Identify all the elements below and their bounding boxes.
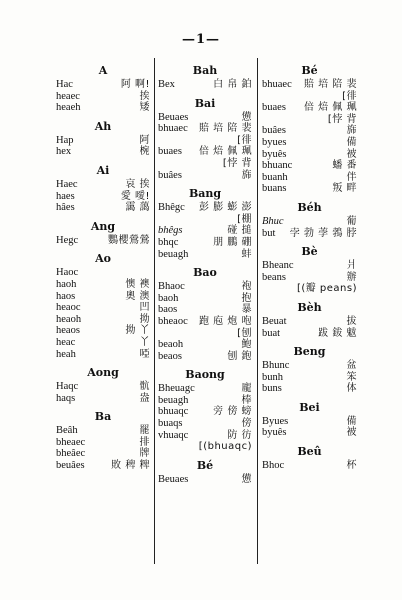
entry-continuation (158, 214, 252, 226)
chinese-characters: 哀 挨 (125, 178, 150, 190)
section-heading: Béh (297, 200, 322, 214)
chinese-characters: 龐 (241, 383, 252, 395)
romanization: Haoc (56, 267, 79, 279)
chinese-characters: 憊 (241, 473, 252, 485)
dictionary-entry (56, 202, 150, 214)
dictionary-entry (158, 225, 252, 237)
column-rule-right (257, 58, 258, 564)
romanization: vhuaqc (158, 429, 189, 441)
chinese-characters: 旁 傍 螃 (213, 406, 252, 418)
section-heading: Ang (90, 219, 116, 233)
romanization: bheaec (56, 436, 86, 448)
dictionary-column-2 (158, 58, 252, 485)
dictionary-entry (262, 416, 357, 428)
section-heading: Ba (94, 410, 112, 424)
romanization: Beâh (56, 425, 78, 437)
chinese-characters: 啞 (139, 348, 150, 360)
chinese-characters: 鮑 (241, 339, 252, 351)
chinese-characters: 碰 搥 (227, 225, 252, 237)
chinese-characters: 牌 (139, 448, 150, 460)
dictionary-entry (56, 325, 150, 337)
romanization: but (262, 227, 276, 239)
dictionary-entry (262, 272, 357, 284)
chinese-characters: 倍 焙 佩 珮 (198, 146, 252, 158)
dictionary-entry (262, 427, 357, 439)
romanization: haes (56, 190, 75, 202)
dictionary-entry (56, 437, 150, 449)
chinese-characters: 靄 藹 (125, 202, 150, 214)
chinese-characters: 蟠 番 (332, 160, 357, 172)
chinese-characters: 暴 (241, 304, 252, 316)
section-heading: Bè (301, 245, 318, 259)
romanization: beuagh (158, 248, 189, 260)
romanization: baoh (158, 292, 179, 304)
dictionary-entry (56, 267, 150, 279)
dictionary-entry (56, 448, 150, 460)
dictionary-entry (56, 79, 150, 91)
dictionary-entry (158, 406, 252, 418)
chinese-characters: 旆 (346, 125, 357, 137)
dictionary-entry (158, 123, 252, 135)
chinese-characters: 傍 (241, 418, 252, 430)
chinese-characters: 孛 勃 荸 鵓 脖 (289, 227, 357, 239)
dictionary-entry (262, 160, 357, 172)
chinese-characters: 罷 (139, 425, 150, 437)
romanization: bhuaec (158, 123, 188, 135)
romanization: baos (158, 304, 178, 316)
chinese-characters: 袍 (241, 281, 252, 293)
dictionary-column-3 (262, 58, 357, 472)
chinese-characters: 防 彷 (227, 429, 252, 441)
romanization: heac (56, 336, 76, 348)
continuation-text: [(bhuaqc) (198, 441, 252, 453)
dictionary-entry (56, 191, 150, 203)
romanization: buat (262, 327, 281, 339)
chinese-characters: 阿 啊! (120, 79, 150, 90)
section-heading: Bé (196, 458, 214, 472)
chinese-characters: 跑 庖 炮 咆 (198, 315, 252, 327)
romanization: bhqc (158, 236, 179, 248)
continuation-text: [(瓣 peans) (296, 283, 357, 295)
chinese-characters: 彭 膨 蟛 澎 (198, 202, 252, 214)
dictionary-entry (56, 279, 150, 291)
dictionary-entry (56, 291, 150, 303)
romanization: Haqc (56, 381, 79, 393)
dictionary-entry (158, 430, 252, 442)
romanization: heaoc (56, 302, 81, 314)
chinese-characters: 跋 鈸 魃 (318, 327, 357, 339)
dictionary-entry (262, 260, 357, 272)
chinese-characters: 骯 (139, 381, 150, 393)
romanization: hex (56, 146, 72, 158)
column-rule-left (154, 58, 155, 564)
chinese-characters: 旆 (241, 169, 252, 181)
chinese-characters: 盆 (346, 360, 357, 372)
romanization: bheâec (56, 448, 86, 460)
chinese-characters: 矮 (139, 102, 150, 114)
dictionary-entry (158, 304, 252, 316)
romanization: heah (56, 348, 76, 360)
romanization: Byues (262, 415, 289, 427)
chinese-characters: 排 (139, 436, 150, 448)
entry-continuation (158, 135, 252, 147)
dictionary-entry (262, 172, 357, 184)
chinese-characters: 被 (346, 148, 357, 160)
dictionary-entry (158, 249, 252, 261)
chinese-characters: 憊 (241, 111, 252, 123)
dictionary-entry (262, 149, 357, 161)
dictionary-entry (158, 293, 252, 305)
romanization: buaes (158, 146, 182, 158)
section-heading: Beng (293, 345, 326, 359)
dictionary-entry (56, 314, 150, 326)
entry-continuation (262, 114, 357, 126)
dictionary-entry (56, 337, 150, 349)
chinese-characters: 盎 (139, 392, 150, 404)
romanization: heaec (56, 90, 80, 102)
dictionary-entry (158, 281, 252, 293)
romanization: Hac (56, 79, 73, 90)
chinese-characters: 刨 鉋 (227, 350, 252, 362)
romanization: bhuanc (262, 160, 293, 172)
section-heading: Beû (297, 445, 322, 459)
romanization: byuês (262, 427, 287, 439)
chinese-characters: 朋 鵬 硼 (213, 236, 252, 248)
romanization: bheaoc (158, 315, 188, 327)
chinese-characters: 倍 焙 佩 珮 (303, 102, 357, 114)
entry-continuation (158, 328, 252, 340)
dictionary-entry (262, 79, 357, 91)
chinese-characters: 抱 (241, 292, 252, 304)
section-heading: Baong (185, 368, 225, 382)
romanization: beans (262, 271, 286, 283)
dictionary-entry (56, 381, 150, 393)
chinese-characters: 叛 畔 (332, 183, 357, 195)
romanization: bhêgs (158, 225, 183, 237)
dictionary-entry (262, 102, 357, 114)
continuation-text: [棚 (237, 213, 252, 225)
romanization: buans (262, 183, 287, 195)
romanization: beuagh (158, 394, 189, 406)
romanization: beaos (158, 350, 182, 362)
dictionary-entry (158, 237, 252, 249)
chinese-characters: 蚌 (241, 248, 252, 260)
dictionary-entry (262, 372, 357, 384)
section-heading: A (98, 64, 108, 77)
dictionary-entry (158, 351, 252, 363)
chinese-characters: 体 (346, 383, 357, 395)
chinese-characters: 白 帛 鉑 (213, 79, 252, 90)
chinese-characters: 挨 (139, 90, 150, 102)
section-heading: Bé (301, 64, 318, 77)
section-heading: Bai (194, 96, 216, 110)
chinese-characters: 凹 (139, 302, 150, 314)
dictionary-entry (262, 137, 357, 149)
entry-continuation (158, 158, 252, 170)
romanization: Bhuc (262, 215, 284, 227)
dictionary-entry (56, 91, 150, 103)
chinese-characters: 爿 (346, 260, 357, 272)
chinese-characters: 伴 (346, 171, 357, 183)
continuation-text: [徘 (237, 134, 252, 146)
romanization: heaeh (56, 102, 81, 114)
continuation-text: [悖 背 (327, 113, 357, 125)
chinese-characters: 拔 (346, 315, 357, 327)
dictionary-entry (56, 393, 150, 405)
dictionary-entry (262, 360, 357, 372)
romanization: heaos (56, 325, 80, 337)
romanization: buâes (158, 169, 182, 181)
dictionary-entry (56, 146, 150, 158)
section-heading: Bah (192, 64, 218, 77)
dictionary-entry (262, 328, 357, 340)
continuation-text: [徘 (342, 90, 357, 102)
romanization: heaoh (56, 313, 82, 325)
dictionary-entry (158, 316, 252, 328)
dictionary-entry (262, 228, 357, 240)
section-heading: Aong (87, 366, 119, 380)
entry-continuation (262, 91, 357, 103)
dictionary-entry (158, 339, 252, 351)
romanization: hâes (56, 202, 75, 214)
romanization: Bex (158, 79, 175, 90)
romanization: beuâes (56, 460, 85, 472)
romanization: Bhoc (262, 460, 285, 472)
chinese-characters: 備 (346, 136, 357, 148)
chinese-characters: 奧 澳 (125, 290, 150, 302)
romanization: Bhaoc (158, 281, 185, 293)
section-heading: Bang (188, 187, 222, 201)
section-heading: Bao (193, 266, 217, 280)
chinese-characters: 備 (346, 415, 357, 427)
dictionary-entry (158, 202, 252, 214)
chinese-characters: 拗 (139, 313, 150, 325)
continuation-text: [刨 (237, 327, 252, 339)
chinese-characters: 鸚櫻鶯鶯 (108, 234, 150, 246)
romanization: Hegc (56, 234, 79, 246)
dictionary-entry (158, 146, 252, 158)
romanization: bhuaqc (158, 406, 189, 418)
section-heading: Bèh (297, 300, 322, 314)
dictionary-entry (56, 135, 150, 147)
romanization: Bheanc (262, 260, 294, 272)
chinese-characters: 愛 噯! (120, 190, 150, 202)
romanization: Hap (56, 134, 74, 146)
section-heading: Ah (94, 119, 112, 133)
chinese-characters: 辦 (346, 271, 357, 283)
section-heading: Ao (95, 252, 111, 266)
romanization: byuês (262, 148, 287, 160)
dictionary-entry (158, 112, 252, 124)
dictionary-entry (56, 302, 150, 314)
dictionary-entry (56, 102, 150, 114)
romanization: haos (56, 290, 76, 302)
dictionary-entry (262, 183, 357, 195)
romanization: haqs (56, 392, 76, 404)
chinese-characters: 椀 (139, 146, 150, 158)
dictionary-entry (262, 216, 357, 228)
chinese-characters: 笨 (346, 371, 357, 383)
romanization: buâes (262, 125, 286, 137)
dictionary-entry (262, 460, 357, 472)
dictionary-entry (56, 179, 150, 191)
romanization: beaoh (158, 339, 184, 351)
romanization: buaqs (158, 418, 183, 430)
chinese-characters: 懊 襖 (125, 278, 150, 290)
chinese-characters: 杯 (346, 460, 357, 472)
romanization: Haec (56, 178, 78, 190)
chinese-characters: 丫 (139, 336, 150, 348)
section-heading: Ai (96, 163, 110, 177)
entry-continuation (158, 441, 252, 453)
romanization: buns (262, 383, 282, 395)
chinese-characters: 葡 (346, 215, 357, 227)
dictionary-entry (158, 418, 252, 430)
romanization: Beuaes (158, 111, 189, 123)
chinese-characters: 被 (346, 427, 357, 439)
romanization: Bhunc (262, 360, 290, 372)
entry-continuation (262, 283, 357, 295)
romanization: Bheuagc (158, 383, 195, 395)
chinese-characters: 賠 培 陪 裴 (303, 79, 357, 90)
dictionary-entry (56, 349, 150, 361)
page-number: —1— (181, 32, 221, 47)
romanization: buanh (262, 171, 288, 183)
romanization: buaes (262, 102, 286, 114)
romanization: Bhêgc (158, 202, 185, 214)
romanization: byues (262, 136, 287, 148)
romanization: bunh (262, 371, 283, 383)
dictionary-entry (56, 460, 150, 472)
dictionary-entry (262, 125, 357, 137)
romanization: haoh (56, 278, 77, 290)
romanization: Beuaes (158, 473, 189, 485)
dictionary-entry (56, 235, 150, 247)
chinese-characters: 賠 培 陪 裴 (198, 123, 252, 135)
section-heading: Bei (299, 400, 320, 414)
romanization: bhuaec (262, 79, 292, 90)
dictionary-entry (56, 425, 150, 437)
dictionary-entry (158, 170, 252, 182)
dictionary-entry (262, 316, 357, 328)
romanization: Beuat (262, 315, 287, 327)
chinese-characters: 阿 (139, 134, 150, 146)
continuation-text: [悖 背 (222, 157, 252, 169)
dictionary-entry (158, 395, 252, 407)
dictionary-entry (158, 474, 252, 486)
chinese-characters: 棒 (241, 394, 252, 406)
chinese-characters: 拗 丫 (125, 325, 150, 337)
dictionary-entry (158, 383, 252, 395)
chinese-characters: 敗 稗 粺 (111, 460, 150, 472)
dictionary-entry (158, 79, 252, 91)
dictionary-column-1 (56, 58, 150, 472)
dictionary-entry (262, 383, 357, 395)
